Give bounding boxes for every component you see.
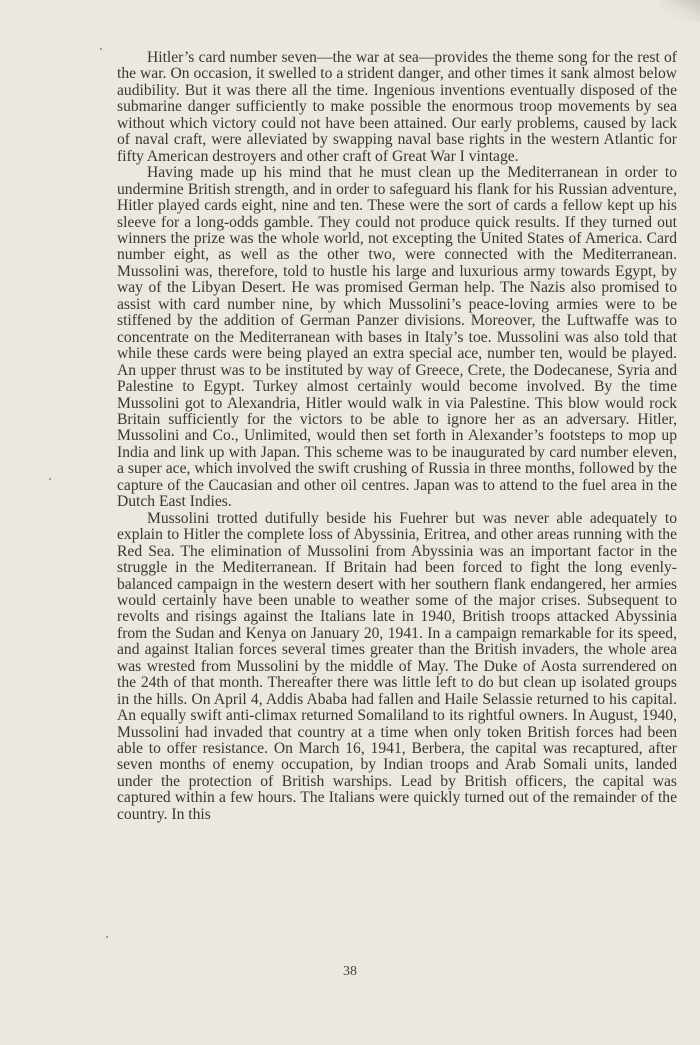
body-text: [117, 50, 677, 823]
paragraph: Hitler’s card number seven—the war at sea—provides the theme song for the rest of the war. On occasion, it swelled to a strident danger, and other times it sank almost below audibility. But it was there all the time. Ingenious inventions eventually disposed of the submarine danger sufficiently to make possible the enormous troop movements by sea without which victory could not have been attained. Our early problems, caused by lack of naval craft, were alleviated by swapping naval base rights in the western Atlantic for fifty American destroyers and other craft of Great War I vintage.: [117, 49, 677, 165]
page-number: 38: [343, 964, 357, 979]
page-corner-shadow: [660, 0, 700, 22]
paper-speck: [100, 48, 102, 50]
paragraph: Mussolini trotted dutifully beside his Fuehrer but was never able adequately to explain to Hitler the complete loss of Abyssinia, Eritrea, and other areas running with the Red Sea. The elimination of Mussolini from Abyssinia was an important factor in the struggle in the Mediterranean. If Britain had been forced to fight the long evenly-balanced campaign in the western desert with her southern flank endangered, her armies would certainly have been unable to weather some of the major crises. Subsequent to revolts and risings against the Italians late in 1940, British troops attacked Abyssinia from the Sudan and Kenya on January 20, 1941. In a campaign remarkable for its speed, and against Italian forces several times greater than the British invaders, the whole area was wrested from Mussolini by the middle of May. The Duke of Aosta surrendered on the 24th of that month. Thereafter there was little left to do but clean up isolated groups in the hills. On April 4, Addis Ababa had fallen and Haile Selassie returned to his capital. An equally swift anti-climax returned Somaliland to its rightful owners. In August, 1940, Mussolini had invaded that country at a time when only token British forces had been able to offer resistance. On March 16, 1941, Berbera, the capital was recaptured, after seven months of enemy occupation, by Indian troops and Arab Somali units, landed under the protection of British warships. Lead by British officers, the capital was captured within a few hours. The Italians were quickly turned out of the remainder of the country. In this: [117, 509, 677, 823]
paper-speck: [49, 478, 51, 480]
paper-speck: [106, 936, 108, 938]
paragraph: Having made up his mind that he must clean up the Mediterranean in order to undermine British strength, and in order to safeguard his flank for his Russian adventure, Hitler played cards eight, nine and ten. These were the sort of cards a fellow kept up his sleeve for a long-odds gamble. They could not produce quick results. If they turned out winners the prize was the whole world, not excepting the United States of America. Card number eight, as well as the other two, were connected with the Mediterranean. Mussolini was, therefore, told to hustle his large and luxurious army towards Egypt, by way of the Libyan Desert. He was promised German help. The Nazis also promised to assist with card number nine, by which Mussolini’s peace-loving armies were to be stiffened by the addition of German Panzer divisions. Moreover, the Luftwaffe was to concentrate on the Mediterranean with bases in Italy’s toe. Mussolini was also told that while these cards were being played an extra special ace, number ten, would be played. An upper thrust was to be instituted by way of Greece, Crete, the Dodecanese, Syria and Palestine to Egypt. Turkey almost certainly would become involved. By the time Mussolini got to Alexandria, Hitler would walk in via Palestine. This blow would rock Britain sufficiently for the victors to be able to ignore her as an adversary. Hitler, Mussolini and Co., Unlimited, would then set forth in Alexander’s footsteps to mop up India and link up with Japan. This scheme was to be inaugurated by card number eleven, a super ace, which involved the swift crushing of Russia in three months, followed by the capture of the Caucasian and other oil centres. Japan was to attend to the fuel area in the Dutch East Indies.: [117, 164, 677, 511]
